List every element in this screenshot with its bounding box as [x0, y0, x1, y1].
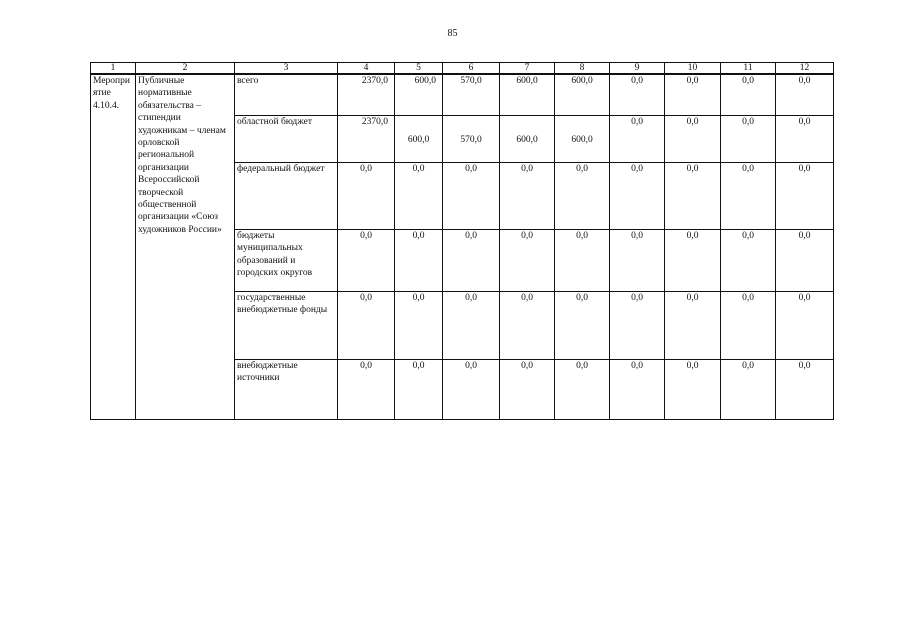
table-cell: 0,0	[555, 360, 610, 420]
table-cell: 0,0	[610, 230, 665, 292]
column-header: 1	[91, 63, 136, 75]
table-cell: 0,0	[665, 116, 721, 163]
table-cell: 0,0	[721, 116, 776, 163]
table-cell: 0,0	[555, 292, 610, 360]
column-header: 6	[443, 63, 500, 75]
table-cell: 0,0	[610, 163, 665, 230]
table-cell: 0,0	[555, 230, 610, 292]
column-header: 10	[665, 63, 721, 75]
table-cell: 0,0	[776, 292, 834, 360]
funding-source: областной бюджет	[235, 116, 338, 163]
page-number: 85	[447, 28, 458, 39]
table-cell	[395, 116, 443, 163]
table-cell: 0,0	[443, 230, 500, 292]
table-cell: 0,0	[665, 360, 721, 420]
table-cell: 0,0	[610, 116, 665, 163]
column-header: 2	[136, 63, 235, 75]
table-cell: 0,0	[610, 292, 665, 360]
table-cell: 0,0	[500, 360, 555, 420]
table-cell: 0,0	[338, 292, 395, 360]
table-cell: 0,0	[721, 360, 776, 420]
table-cell-value: 570,0	[460, 135, 482, 145]
table-cell: 2370,0	[338, 74, 395, 116]
event-code: Мероприятие 4.10.4.	[91, 74, 136, 420]
table-cell: 0,0	[776, 360, 834, 420]
column-header: 4	[338, 63, 395, 75]
table-cell-value: 600,0	[516, 135, 538, 145]
header-row	[91, 63, 834, 75]
table-cell-value: 600,0	[571, 135, 593, 145]
table-cell	[555, 116, 610, 163]
budget-table	[90, 62, 834, 420]
table-cell: 0,0	[555, 163, 610, 230]
table-cell: 0,0	[610, 74, 665, 116]
table-cell: 0,0	[338, 230, 395, 292]
table-cell: 0,0	[610, 360, 665, 420]
table-cell: 0,0	[500, 163, 555, 230]
table-cell: 0,0	[721, 292, 776, 360]
table-cell: 0,0	[338, 360, 395, 420]
table-cell: 0,0	[395, 360, 443, 420]
funding-source: всего	[235, 74, 338, 116]
table-cell: 0,0	[443, 163, 500, 230]
table-cell: 0,0	[395, 292, 443, 360]
table-cell: 600,0	[500, 74, 555, 116]
column-header: 8	[555, 63, 610, 75]
table-cell: 0,0	[500, 292, 555, 360]
table-row	[91, 74, 834, 116]
table-cell: 0,0	[776, 163, 834, 230]
table-cell: 0,0	[395, 230, 443, 292]
table-cell: 0,0	[721, 230, 776, 292]
table-cell: 0,0	[721, 74, 776, 116]
table-cell: 0,0	[500, 230, 555, 292]
column-header: 5	[395, 63, 443, 75]
table-cell: 0,0	[776, 116, 834, 163]
funding-source: государственные внебюджетные фонды	[235, 292, 338, 360]
column-header: 9	[610, 63, 665, 75]
table-cell	[500, 116, 555, 163]
column-header: 11	[721, 63, 776, 75]
table-cell: 600,0	[395, 74, 443, 116]
table-cell: 0,0	[443, 292, 500, 360]
table-cell-value: 600,0	[407, 135, 430, 145]
column-header: 3	[235, 63, 338, 75]
table-cell: 0,0	[776, 74, 834, 116]
table-cell: 0,0	[665, 74, 721, 116]
funding-source: бюджеты муниципальных образований и городских округов	[235, 230, 338, 292]
table-cell	[443, 116, 500, 163]
table-cell: 0,0	[443, 360, 500, 420]
table-cell: 0,0	[395, 163, 443, 230]
column-header: 12	[776, 63, 834, 75]
funding-source: федеральный бюджет	[235, 163, 338, 230]
table-cell: 0,0	[665, 292, 721, 360]
table-cell: 0,0	[665, 163, 721, 230]
table-cell: 0,0	[665, 230, 721, 292]
event-description: Публичные нормативные обязательства – стипендии художникам – членам орловской региональной организации Всероссийской творческой общественной организации «Союз художников России»	[136, 74, 235, 420]
table-cell: 0,0	[338, 163, 395, 230]
table-cell: 570,0	[443, 74, 500, 116]
table-cell: 600,0	[555, 74, 610, 116]
table-cell: 0,0	[776, 230, 834, 292]
table-cell: 0,0	[721, 163, 776, 230]
table-cell: 2370,0	[338, 116, 395, 163]
column-header: 7	[500, 63, 555, 75]
funding-source: внебюджетные источники	[235, 360, 338, 420]
